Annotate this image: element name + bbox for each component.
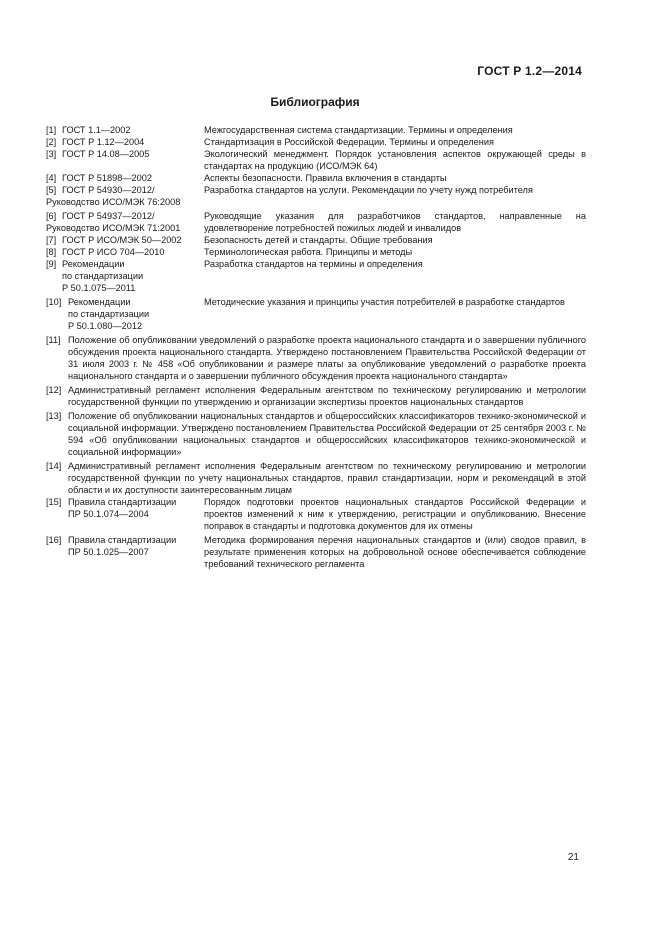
entry-reference: Правила стандартизации ПР 50.1.025—2007 bbox=[68, 535, 177, 557]
entry-description: Порядок подготовки проектов национальных стандартов Российской Федерации и проектов изменений к ним к утверждению, регистрации и опубликованию. Внесение поправок в стандарты и подготовка документов для их отмены bbox=[204, 497, 586, 531]
entry-number: [12] bbox=[46, 385, 62, 395]
bibliography-entry bbox=[46, 136, 586, 148]
entry-description: Аспекты безопасности. Правила включения в стандарты bbox=[204, 173, 447, 183]
bibliography-entry bbox=[46, 384, 586, 408]
entry-number: [7] bbox=[46, 235, 57, 245]
entry-number: [13] bbox=[46, 411, 62, 421]
page-number: 21 bbox=[567, 852, 579, 863]
entry-description: Руководящие указания для разработчиков стандартов, направленные на удовлетворение потребностей пожилых людей и инвалидов bbox=[204, 211, 586, 233]
entry-reference: Рекомендации по стандартизации Р 50.1.080—2012 bbox=[68, 297, 150, 331]
entry-reference: ГОСТ Р ИСО 704—2010 bbox=[62, 247, 165, 257]
entry-reference: ГОСТ Р 51898—2002 bbox=[62, 173, 152, 183]
entry-number: [11] bbox=[46, 335, 61, 345]
bibliography-entry bbox=[46, 410, 586, 458]
entry-number: [3] bbox=[46, 149, 57, 159]
page-title: Библиография bbox=[270, 95, 360, 109]
bibliography-entry bbox=[46, 534, 586, 570]
entry-reference: Рекомендации по стандартизации Р 50.1.075—2011 bbox=[62, 259, 144, 293]
entry-number: [9] bbox=[46, 259, 57, 269]
bibliography-entry bbox=[46, 234, 586, 246]
entry-reference: ГОСТ Р 54930—2012/ Руководство ИСО/МЭК 76:2008 bbox=[46, 185, 181, 207]
bibliography-entry bbox=[46, 296, 586, 332]
entry-number: [8] bbox=[46, 247, 57, 257]
entry-text: Положение об опубликовании национальных стандартов и общероссийских классификаторов технико-экономической и социальной информации. Утверждено постановлением Правительства Российской Федерации от 25 сентября 2003 г. № 594 «Об опубликовании национальных стандартов и общероссийских классификаторов технико-экономической и социальной информации» bbox=[68, 411, 586, 457]
bibliography-list bbox=[46, 124, 586, 570]
entry-number: [2] bbox=[46, 137, 57, 147]
bibliography-entry bbox=[46, 210, 586, 234]
entry-description: Экологический менеджмент. Порядок установления аспектов окружающей среды в стандартах на продукцию (ИСО/МЭК 64) bbox=[204, 149, 586, 171]
entry-number: [14] bbox=[46, 461, 62, 471]
entry-description: Межгосударственная система стандартизации. Термины и определения bbox=[204, 125, 513, 135]
entry-description: Методические указания и принципы участия потребителей в разработке стандартов bbox=[204, 297, 565, 307]
entry-number: [4] bbox=[46, 173, 57, 183]
entry-number: [5] bbox=[46, 185, 57, 195]
bibliography-entry bbox=[46, 496, 586, 532]
bibliography-entry bbox=[46, 124, 586, 136]
entry-reference: ГОСТ Р ИСО/МЭК 50—2002 bbox=[62, 235, 182, 245]
entry-reference: ГОСТ Р 14.08—2005 bbox=[62, 149, 150, 159]
entry-text: Положение об опубликовании уведомлений о разработке проекта национального стандарта и о завершении публичного обсуждения проекта национального стандарта. Утверждено постановлением Правительства Российской Федерации от 31 июля 2003 г. № 458 «Об опубликовании и размере платы за опубликование уведомлений о разработке проекта национального стандарта и о завершении публичного обсуждения проекта национального стандарта» bbox=[68, 335, 586, 381]
bibliography-entry bbox=[46, 334, 586, 382]
entry-reference: ГОСТ Р 54937—2012/ Руководство ИСО/МЭК 71:2001 bbox=[46, 211, 181, 233]
entry-number: [6] bbox=[46, 211, 57, 221]
bibliography-entry bbox=[46, 172, 586, 184]
entry-description: Безопасность детей и стандарты. Общие требования bbox=[204, 235, 433, 245]
entry-text: Административный регламент исполнения Федеральным агентством по техническому регулированию и метрологии государственной функции по утверждению и организации экспертизы проектов национальных стандартов bbox=[68, 385, 586, 407]
bibliography-entry bbox=[46, 258, 586, 294]
entry-description: Стандартизация в Российской Федерации. Термины и определения bbox=[204, 137, 494, 147]
entry-text: Административный регламент исполнения Федеральным агентством по техническому регулированию и метрологии государственной функции по учету национальных стандартов, правил стандартизации, норм и рекомендаций в этой области и их доступности заинтересованным лицам bbox=[68, 461, 586, 495]
entry-description: Разработка стандартов на услуги. Рекомендации по учету нужд потребителя bbox=[204, 185, 533, 195]
document-header: ГОСТ Р 1.2—2014 bbox=[477, 64, 582, 78]
entry-number: [15] bbox=[46, 497, 62, 507]
entry-reference: ГОСТ 1.1—2002 bbox=[62, 125, 131, 135]
entry-number: [1] bbox=[46, 125, 57, 135]
bibliography-entry bbox=[46, 184, 586, 208]
entry-description: Терминологическая работа. Принципы и методы bbox=[204, 247, 413, 257]
entry-description: Методика формирования перечня национальных стандартов и (или) сводов правил, в результате применения которых на добровольной основе обеспечивается соблюдение требований технического регламента bbox=[204, 535, 586, 569]
bibliography-entry bbox=[46, 246, 586, 258]
entry-description: Разработка стандартов на термины и определения bbox=[204, 259, 423, 269]
entry-reference: Правила стандартизации ПР 50.1.074—2004 bbox=[68, 497, 177, 519]
bibliography-entry bbox=[46, 460, 586, 496]
entry-number: [16] bbox=[46, 535, 62, 545]
entry-reference: ГОСТ Р 1.12—2004 bbox=[62, 137, 145, 147]
bibliography-entry bbox=[46, 148, 586, 172]
entry-number: [10] bbox=[46, 297, 62, 307]
